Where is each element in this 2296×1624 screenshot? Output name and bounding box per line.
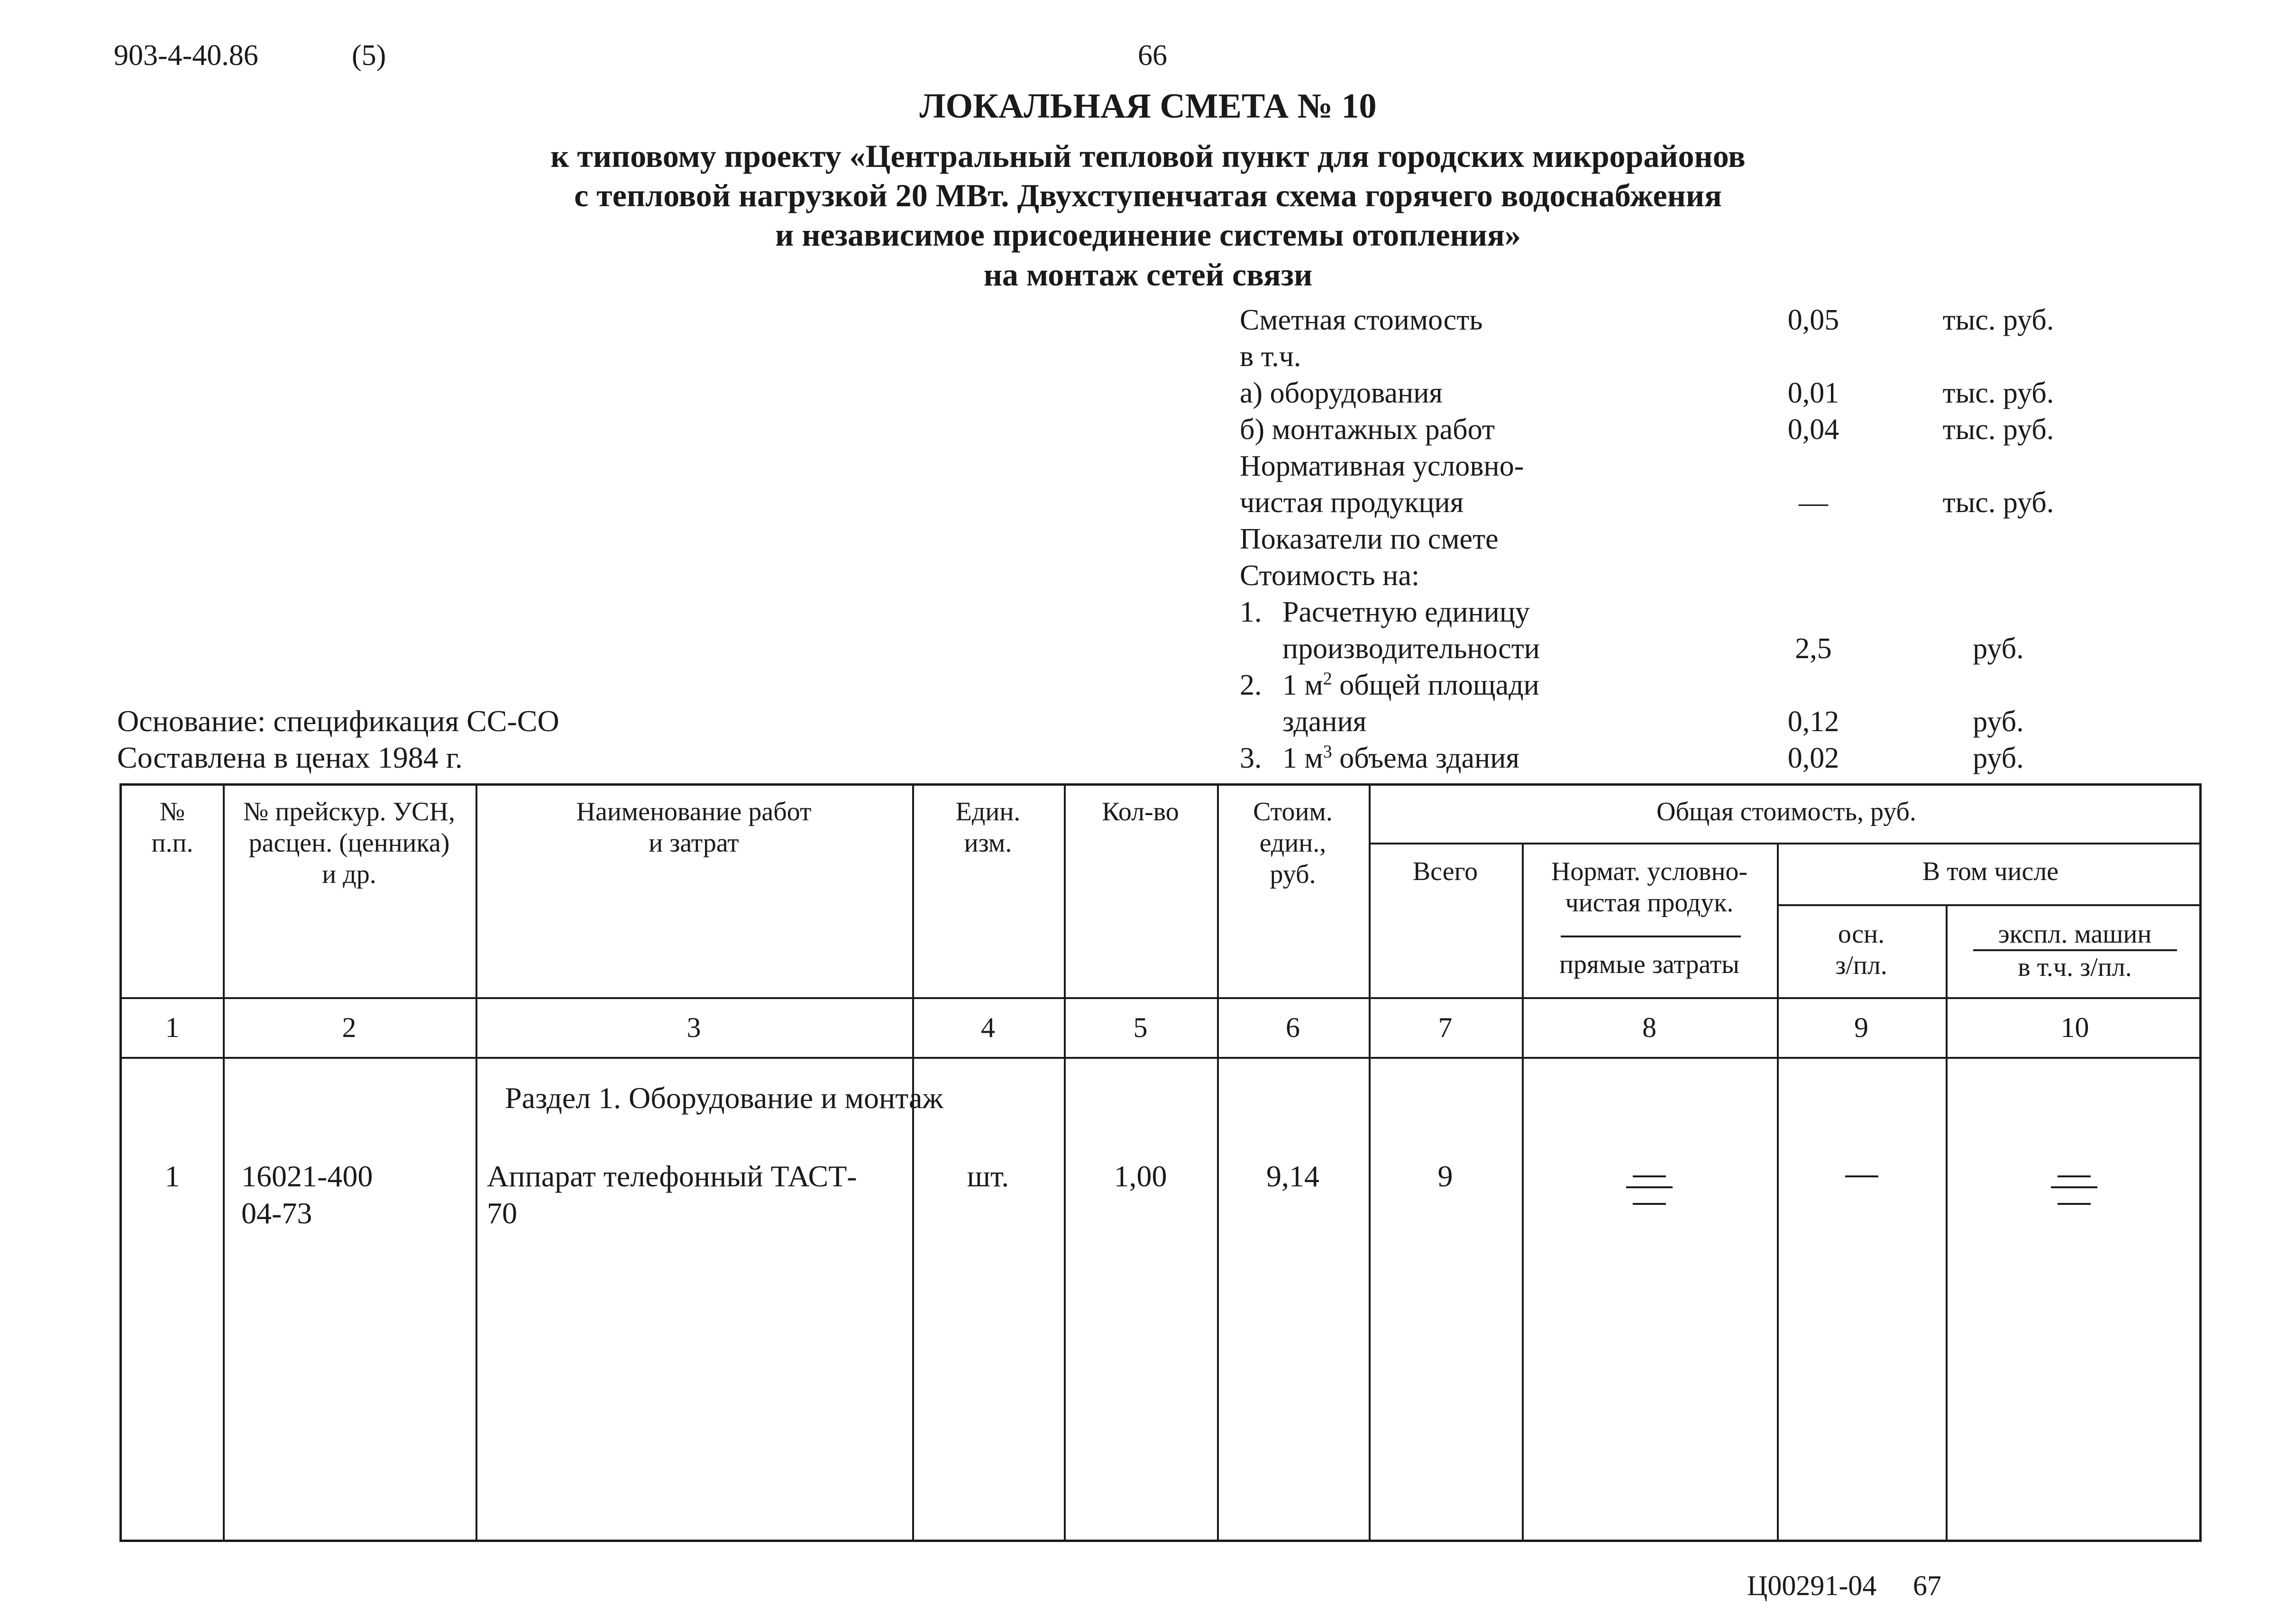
item2-number: 2. [1240,669,1262,701]
row-price-code-1: 16021-400 [241,1159,373,1193]
footer-code: Ц00291-04 [1747,1570,1877,1601]
indicators-label: Показатели по смете [1240,523,1499,555]
item3-value: 0,02 [1787,742,1839,774]
row-divider [1369,843,2199,844]
item2-unit: руб. [1973,706,2024,738]
item2-value: 0,12 [1787,706,1839,738]
footer-page: 67 [1913,1570,1941,1601]
row-total: 9 [1437,1159,1453,1193]
row-item-name-1: Аппарат телефонный ТАСТ- [487,1159,857,1193]
item2-label-1: 1 $м^2$ общей площади [1282,669,1539,701]
row-unit-cost: 9,14 [1266,1159,1319,1193]
basis-line-1: Основание: спецификация СС-СО [117,704,559,738]
header-col8: Нормат. условно- чистая продук. [1551,857,1748,918]
item2-label-2: здания [1282,706,1367,738]
estimate-title: ЛОКАЛЬНАЯ СМЕТА № 10 [919,87,1377,126]
fraction-line [2051,1186,2097,1188]
row-divider [1777,904,2199,906]
row-unit: шт. [967,1159,1009,1193]
col-divider [476,786,477,1540]
normative-unit: тыс. руб. [1942,486,2054,519]
header-col7: Всего [1412,857,1478,886]
equipment-label: а) оборудования [1240,377,1443,409]
header-col3: Наименование работ и затрат [576,797,812,858]
dash-mark [2058,1203,2091,1205]
column-number: 7 [1438,1012,1453,1043]
column-number: 3 [686,1012,701,1043]
col-divider [1946,904,1948,1540]
page-number: 66 [1138,39,1167,72]
installation-label: б) монтажных работ [1240,413,1495,446]
item1-number: 1. [1240,596,1262,628]
project-title-line-4: на монтаж сетей связи [983,257,1313,293]
col8-fraction-line [1561,936,1741,937]
column-number: 5 [1133,1012,1148,1043]
project-title-line-3: и независимое присоединение системы отопления» [775,217,1521,253]
dash-mark [1845,1175,1878,1177]
row-number: 1 [165,1159,180,1193]
item1-value: 2,5 [1795,633,1832,665]
row-quantity: 1,00 [1114,1159,1167,1193]
column-number: 6 [1286,1012,1300,1043]
fraction-line [1626,1186,1673,1188]
header-col10: экспл. машин [1998,919,2152,949]
item1-label-2: производительности [1282,633,1540,665]
item1-unit: руб. [1973,633,2024,665]
estimate-table [119,783,2202,1542]
column-number: 8 [1642,1012,1656,1043]
header-col8-direct: прямые затраты [1559,950,1739,979]
estimated-cost-value: 0,05 [1787,304,1839,336]
column-number: 2 [342,1012,357,1043]
installation-value: 0,04 [1787,413,1839,446]
dash-mark [1633,1203,1666,1205]
header-col10-sub: в т.ч. з/пл. [2018,953,2132,982]
equipment-unit: тыс. руб. [1942,377,2054,409]
item1-label-1: Расчетную единицу [1282,596,1530,628]
cost-per-label: Стоимость на: [1240,560,1420,592]
including-label: в т.ч. [1240,340,1301,373]
section-title: Раздел 1. Оборудование и монтаж [505,1081,943,1115]
column-number: 10 [2060,1012,2089,1043]
header-col4: Един. изм. [955,797,1021,858]
header-col9: осн. з/пл. [1835,919,1887,980]
dash-mark [2058,1175,2091,1177]
col-divider [223,786,225,1540]
project-title-line-1: к типовому проекту «Центральный тепловой пункт для городских микрорайонов [550,138,1746,174]
estimated-cost-label: Сметная стоимость [1240,304,1483,336]
col10-fraction-line [1973,949,2177,951]
estimated-cost-unit: тыс. руб. [1942,304,2054,336]
row-divider [122,1057,2199,1059]
header-col5: Кол-во [1102,797,1179,826]
normative-value: — [1799,486,1828,519]
normative-label-2: чистая продукция [1240,486,1464,519]
row-divider [122,997,2199,999]
dash-mark [1633,1175,1666,1177]
header-total-cost: Общая стоимость, руб. [1656,797,1916,826]
document-part: (5) [352,39,386,72]
normative-label-1: Нормативная условно- [1240,450,1524,482]
equipment-value: 0,01 [1787,377,1839,409]
header-including: В том числе [1922,857,2059,886]
project-title-line-2: с тепловой нагрузкой 20 МВт. Двухступенчатая схема горячего водоснабжения [574,177,1722,213]
installation-unit: тыс. руб. [1942,413,2054,446]
header-col6: Стоим. един., руб. [1253,797,1333,889]
col-divider [1522,843,1524,1540]
column-number: 4 [981,1012,995,1043]
row-item-name-2: 70 [487,1196,517,1230]
item3-number: 3. [1240,742,1262,774]
row-price-code-2: 04-73 [241,1196,312,1230]
item3-unit: руб. [1973,742,2024,774]
column-number: 1 [165,1012,180,1043]
header-col2: № прейскур. УСН, расцен. (ценника) и др. [243,797,455,889]
document-code: 903-4-40.86 [114,39,258,72]
header-col1: № п.п. [151,797,193,858]
basis-line-2: Составлена в ценах 1984 г. [117,741,463,774]
column-number: 9 [1854,1012,1868,1043]
item3-label: 1 $м^3$ объема здания [1282,742,1519,774]
